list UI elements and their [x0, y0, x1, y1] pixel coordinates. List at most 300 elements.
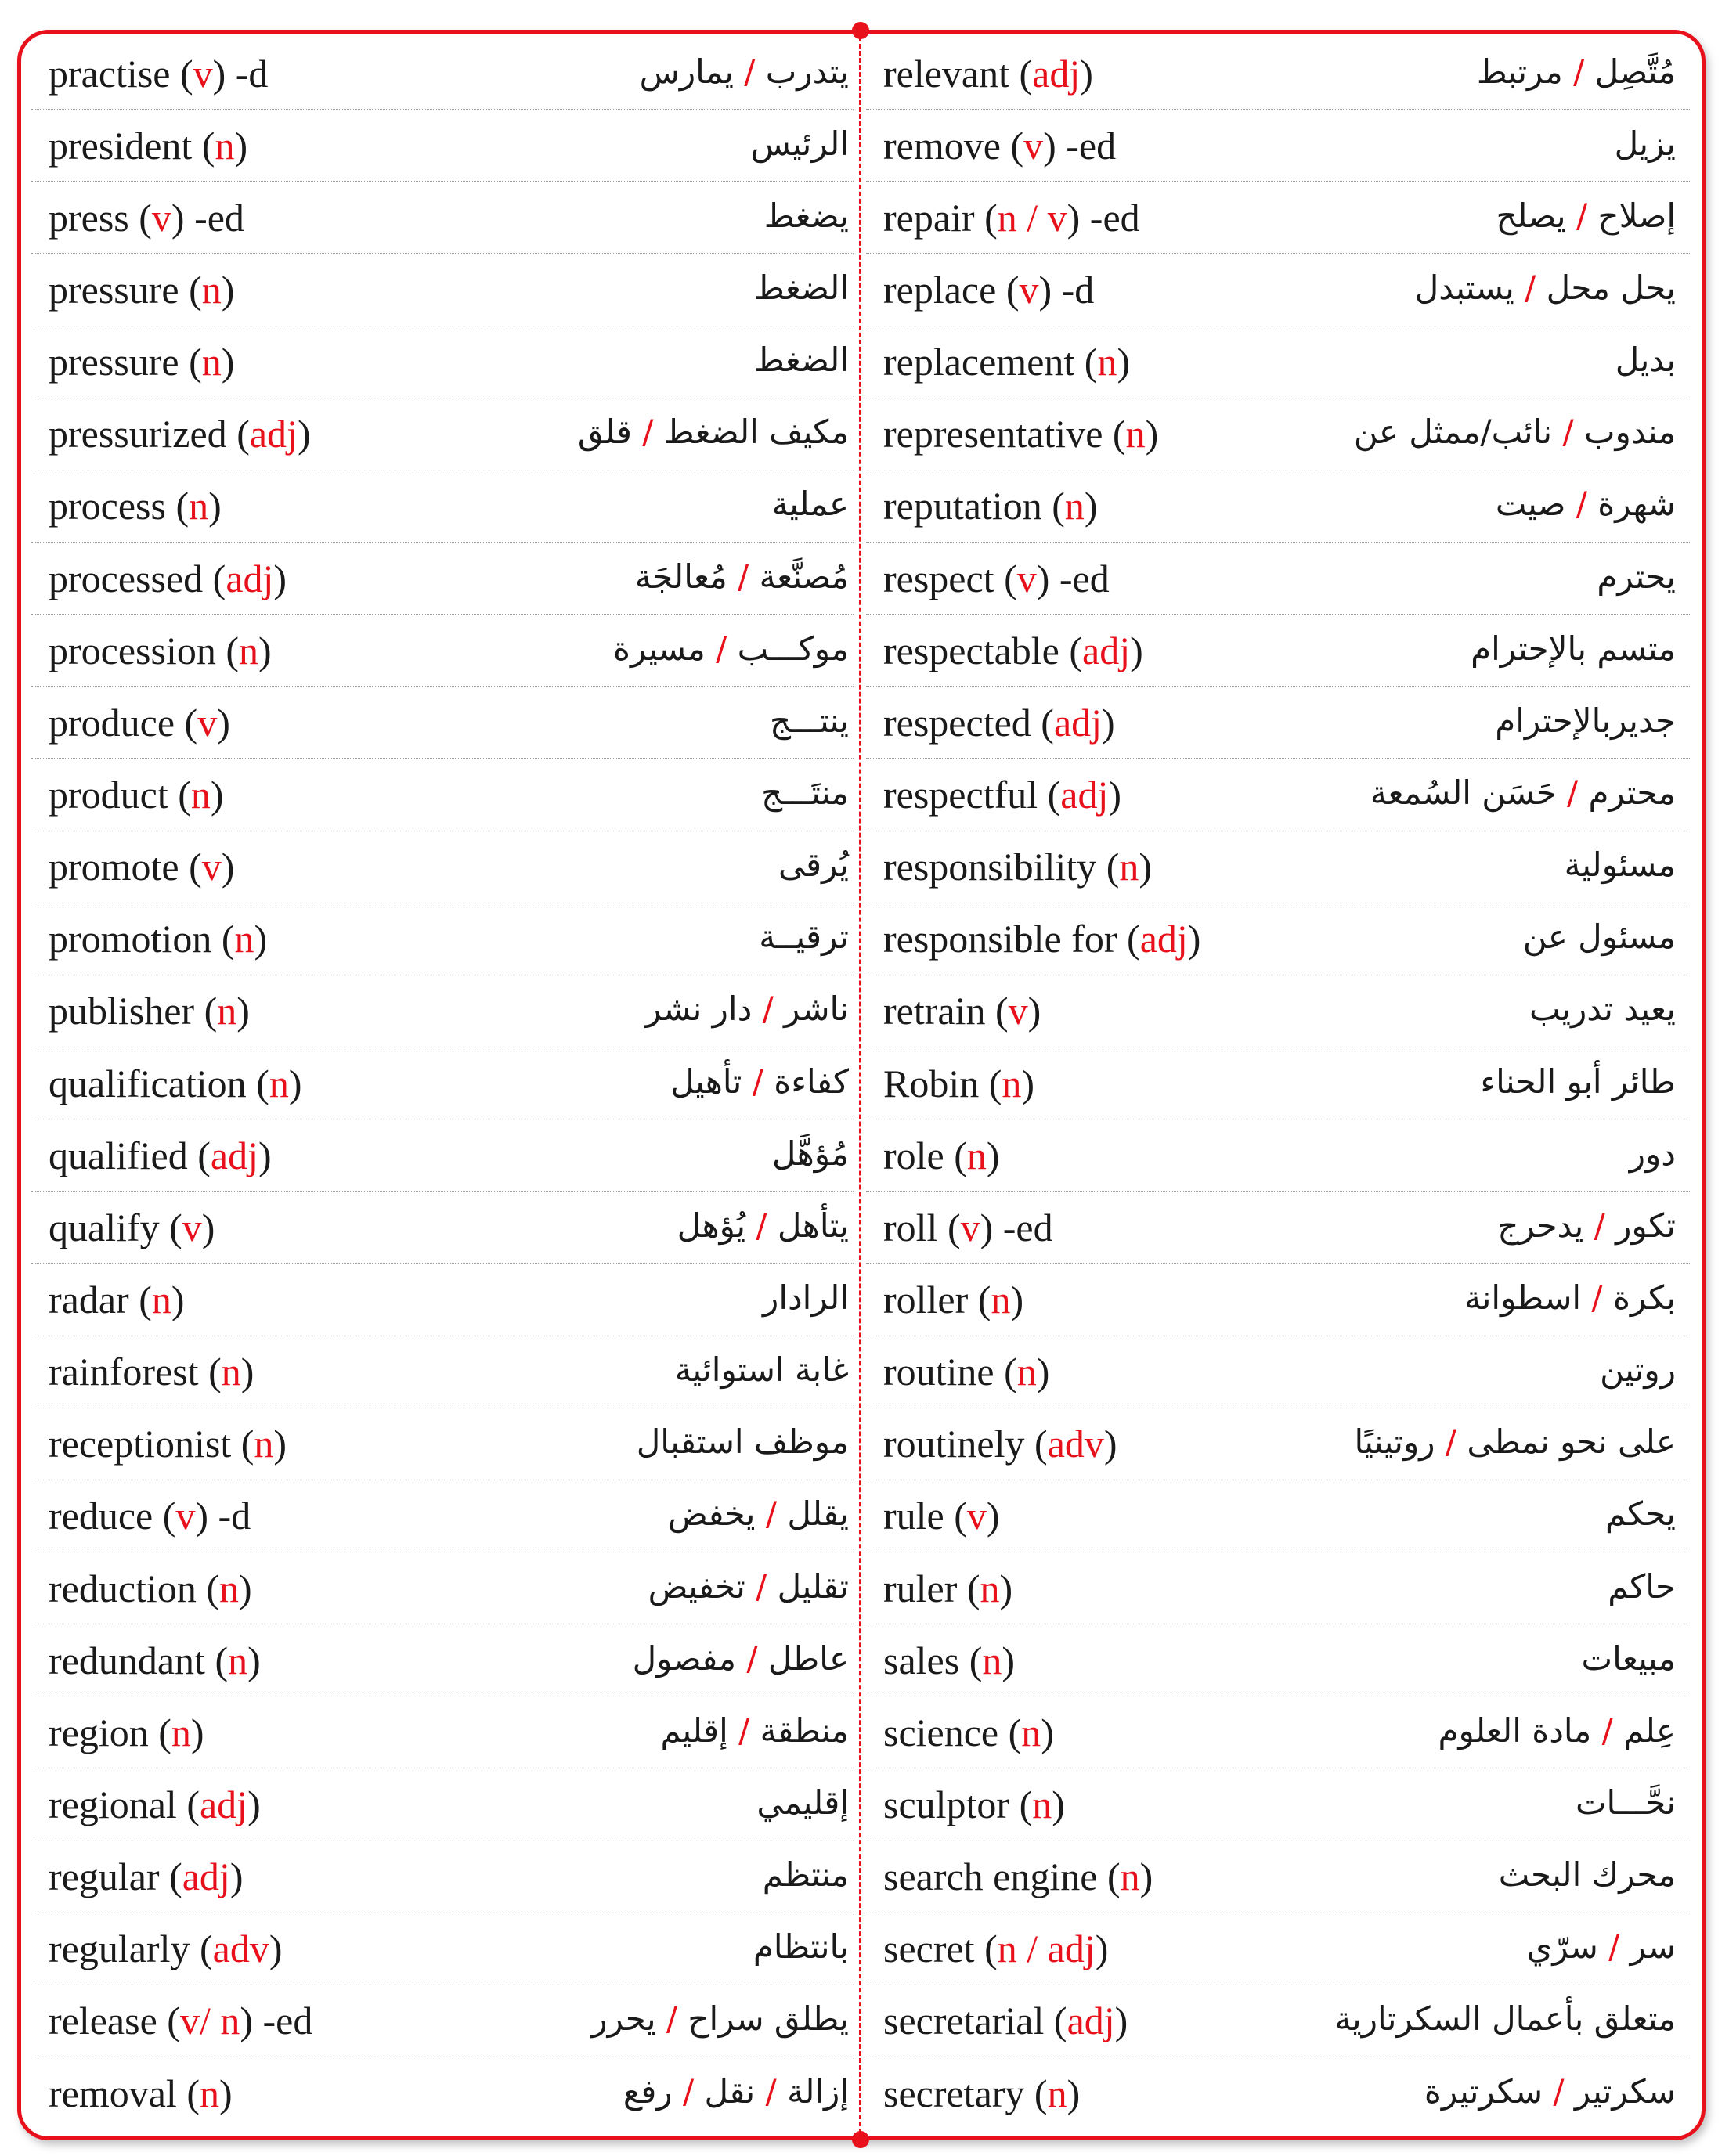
- vocab-row: [31, 1264, 854, 1336]
- arabic-word: إصلاح: [1597, 196, 1676, 235]
- arabic-translation: [1630, 1134, 1676, 1173]
- english-term: promotion (n): [49, 917, 268, 961]
- english-term: remove (v) -ed: [883, 123, 1117, 168]
- english-word: qualification: [49, 1061, 247, 1105]
- english-word: removal: [49, 2071, 177, 2115]
- arabic-word: مُتَّصِل: [1594, 52, 1676, 91]
- vocab-row: [31, 1624, 854, 1696]
- part-of-speech: n: [1064, 484, 1085, 528]
- english-word: pressure: [49, 340, 179, 384]
- arabic-translation: [1477, 52, 1676, 91]
- english-word: secret: [883, 1927, 975, 1971]
- english-term: qualify (v): [49, 1205, 215, 1249]
- arabic-translation: [778, 845, 849, 884]
- arabic-word: على نحو نمطى: [1467, 1422, 1676, 1462]
- part-of-speech: adj: [182, 1855, 230, 1899]
- verb-suffix: -ed: [1066, 123, 1117, 168]
- part-of-speech: adv: [1047, 1422, 1104, 1466]
- english-term: roll (v) -ed: [883, 1205, 1053, 1249]
- arabic-word: نحَّـــات: [1575, 1783, 1676, 1822]
- part-of-speech: n: [218, 1566, 239, 1610]
- vocab-row: [866, 326, 1690, 398]
- part-of-speech: v: [151, 195, 171, 240]
- arabic-translation: [1576, 1783, 1676, 1822]
- arabic-translation: [675, 1350, 849, 1389]
- arabic-translation: [677, 1206, 849, 1245]
- english-term: press (v) -ed: [49, 195, 244, 240]
- arabic-translation: [1499, 1855, 1676, 1894]
- arabic-translation: [1480, 1062, 1676, 1101]
- vocab-row: [866, 1192, 1690, 1264]
- arabic-word: شهرة: [1597, 485, 1676, 524]
- translation-separator: /: [1552, 413, 1584, 452]
- english-word: search engine: [883, 1855, 1098, 1899]
- english-term: ruler (n): [883, 1566, 1013, 1610]
- arabic-word: مرتبط: [1476, 52, 1563, 91]
- english-term: secret (n / adj): [883, 1927, 1109, 1971]
- arabic-translation: [648, 1567, 849, 1606]
- english-term: respected (adj): [883, 700, 1115, 745]
- english-term: qualified (adj): [49, 1133, 272, 1177]
- part-of-speech: v: [1019, 267, 1039, 312]
- part-of-speech: v: [1023, 123, 1044, 168]
- arabic-translation: [770, 701, 849, 740]
- arabic-word: صيت: [1495, 485, 1566, 524]
- english-term: roller (n): [883, 1277, 1024, 1321]
- arabic-translation: [635, 557, 849, 596]
- arabic-translation: [1497, 1206, 1676, 1245]
- english-word: reduction: [49, 1566, 197, 1610]
- english-word: regional: [49, 1782, 177, 1826]
- part-of-speech: v: [960, 1205, 980, 1249]
- vocab-row: [31, 831, 854, 903]
- arabic-word: يزيل: [1614, 124, 1676, 163]
- arabic-translation: [1496, 196, 1676, 235]
- part-of-speech: n: [980, 1566, 1000, 1610]
- english-word: region: [49, 1710, 149, 1754]
- arabic-translation: [1354, 413, 1676, 451]
- english-term: reduce (v) -d: [49, 1494, 251, 1538]
- vocab-row: [31, 326, 854, 398]
- vocab-row: [866, 1480, 1690, 1552]
- part-of-speech: adj: [1139, 917, 1188, 961]
- arabic-word: بديل: [1615, 341, 1676, 380]
- vocab-row: [866, 831, 1690, 903]
- arabic-word: إزالة: [787, 2072, 849, 2111]
- translation-separator: /: [1565, 485, 1598, 524]
- english-term: Robin (n): [883, 1061, 1035, 1105]
- english-word: redundant: [49, 1638, 205, 1682]
- english-word: secretarial: [883, 1999, 1045, 2043]
- arabic-word: يستبدل: [1414, 269, 1514, 308]
- english-word: roll: [883, 1205, 938, 1249]
- vocab-row: [866, 254, 1690, 326]
- english-word: press: [49, 195, 129, 240]
- vocab-row: [31, 1336, 854, 1408]
- translation-separator: /: [745, 1567, 778, 1606]
- arabic-word: يتدرب: [765, 52, 849, 91]
- english-term: processed (adj): [49, 556, 287, 600]
- verb-suffix: -ed: [1059, 556, 1110, 600]
- arabic-translation: [772, 1134, 849, 1173]
- arabic-word: رفع: [623, 2072, 673, 2111]
- english-term: retrain (v): [883, 989, 1041, 1033]
- english-word: repair: [883, 195, 975, 240]
- arabic-translation: [645, 990, 849, 1028]
- translation-separator: /: [742, 1062, 774, 1101]
- part-of-speech: adj: [1082, 628, 1131, 672]
- arabic-word: نائب/ممثل عن: [1353, 413, 1553, 452]
- english-word: qualified: [49, 1133, 188, 1177]
- english-term: role (n): [883, 1133, 1000, 1177]
- translation-separator: /: [727, 557, 760, 596]
- english-word: promotion: [49, 917, 212, 961]
- arabic-translation: [764, 196, 849, 235]
- vocab-row: [31, 182, 854, 254]
- part-of-speech: n: [217, 989, 237, 1033]
- arabic-word: مبيعات: [1581, 1639, 1676, 1678]
- arabic-word: يحرر: [591, 1999, 656, 2039]
- english-word: regular: [49, 1855, 160, 1899]
- vocab-row: [866, 903, 1690, 975]
- english-term: process (n): [49, 484, 222, 528]
- arabic-word: مُؤهَّل: [771, 1134, 849, 1173]
- english-term: procession (n): [49, 628, 272, 672]
- part-of-speech: adj: [1032, 51, 1081, 96]
- arabic-translation: [1415, 269, 1676, 307]
- translation-separator: /: [1597, 1927, 1630, 1967]
- english-term: respect (v) -ed: [883, 556, 1110, 600]
- english-term: representative (n): [883, 412, 1159, 456]
- translation-separator: /: [705, 629, 738, 668]
- arabic-translation: [1597, 557, 1676, 596]
- vocab-row: [866, 1047, 1690, 1119]
- part-of-speech: adj: [210, 1133, 258, 1177]
- arabic-translation: [578, 413, 849, 451]
- vocab-row: [31, 470, 854, 543]
- english-term: pressure (n): [49, 267, 235, 312]
- english-term: sculptor (n): [883, 1782, 1065, 1826]
- part-of-speech: v: [197, 700, 218, 745]
- divider-bottom-dot: [852, 2131, 869, 2148]
- arabic-word: الضغط: [753, 341, 849, 380]
- arabic-word: ناشر: [784, 990, 849, 1029]
- arabic-word: حَسَن السُمعة: [1370, 773, 1557, 813]
- vocab-row: [31, 1985, 854, 2057]
- vocab-row: [866, 470, 1690, 543]
- part-of-speech: n / adj: [997, 1927, 1096, 1971]
- part-of-speech: n: [1120, 1855, 1140, 1899]
- english-term: respectful (adj): [883, 772, 1122, 817]
- translation-separator: /: [755, 2072, 788, 2111]
- english-word: remove: [883, 123, 1001, 168]
- verb-suffix: -d: [1061, 267, 1095, 312]
- vocab-row: [866, 543, 1690, 615]
- arabic-translation: [756, 1783, 849, 1822]
- english-word: respected: [883, 700, 1031, 745]
- arabic-word: تقليل: [777, 1567, 849, 1606]
- arabic-word: يقلل: [787, 1494, 849, 1534]
- column-divider: [859, 30, 861, 2140]
- english-term: repair (n / v) -ed: [883, 195, 1140, 240]
- arabic-word: مسئولية: [1564, 845, 1676, 885]
- arabic-word: مسيرة: [612, 629, 706, 668]
- translation-separator: /: [745, 1206, 778, 1245]
- translation-separator: /: [755, 1494, 788, 1534]
- arabic-word: طائر أبو الحناء: [1480, 1062, 1676, 1101]
- english-word: respectable: [883, 628, 1059, 672]
- vocab-row: [31, 975, 854, 1047]
- arabic-word: غابة استوائية: [674, 1350, 849, 1390]
- arabic-word: روتين: [1600, 1350, 1676, 1390]
- vocab-row: [31, 687, 854, 759]
- english-word: radar: [49, 1277, 129, 1321]
- vocab-row: [866, 1985, 1690, 2057]
- arabic-word: اسطوانة: [1464, 1278, 1582, 1318]
- vocab-row: [866, 1408, 1690, 1480]
- part-of-speech: n: [199, 2071, 219, 2115]
- english-word: relevant: [883, 51, 1010, 96]
- vocab-row: [866, 1768, 1690, 1841]
- vocab-row: [31, 38, 854, 110]
- translation-separator: /: [727, 1711, 760, 1750]
- part-of-speech: v/ n: [179, 1999, 240, 2043]
- vocab-row: [31, 110, 854, 182]
- arabic-word: يحل محل: [1546, 269, 1676, 308]
- english-term: sales (n): [883, 1638, 1016, 1682]
- english-word: ruler: [883, 1566, 958, 1610]
- part-of-speech: v: [175, 1494, 196, 1538]
- part-of-speech: n: [239, 628, 258, 672]
- part-of-speech: n: [1097, 340, 1117, 384]
- arabic-translation: [1471, 629, 1676, 668]
- part-of-speech: v: [201, 845, 222, 889]
- vocab-row: [31, 759, 854, 831]
- arabic-translation: [750, 124, 849, 163]
- arabic-word: مندوب: [1583, 413, 1676, 452]
- translation-separator: /: [1514, 269, 1547, 308]
- english-word: replace: [883, 267, 997, 312]
- translation-separator: /: [752, 990, 785, 1029]
- part-of-speech: v: [193, 51, 213, 96]
- arabic-word: تكور: [1615, 1206, 1676, 1245]
- arabic-word: يصلح: [1496, 196, 1566, 235]
- arabic-translation: [754, 269, 849, 307]
- arabic-translation: [763, 1278, 849, 1317]
- english-word: Robin: [883, 1061, 980, 1105]
- part-of-speech: n: [1125, 412, 1146, 456]
- arabic-word: سر: [1630, 1927, 1676, 1967]
- english-term: rainforest (n): [49, 1350, 254, 1394]
- arabic-translation: [1615, 341, 1676, 379]
- part-of-speech: adj: [249, 412, 298, 456]
- arabic-word: سرّي: [1526, 1927, 1598, 1967]
- arabic-word: محرك البحث: [1498, 1855, 1676, 1895]
- arabic-word: موكـــب: [737, 629, 849, 668]
- english-term: product (n): [49, 772, 224, 817]
- arabic-translation: [1600, 1350, 1676, 1389]
- arabic-translation: [660, 1711, 849, 1750]
- arabic-word: بكرة: [1612, 1278, 1676, 1318]
- english-term: routine (n): [883, 1350, 1050, 1394]
- english-word: routine: [883, 1350, 994, 1394]
- arabic-word: روتينيًا: [1354, 1422, 1435, 1462]
- english-word: sales: [883, 1638, 960, 1682]
- vocab-row: [31, 615, 854, 687]
- part-of-speech: adj: [226, 556, 274, 600]
- verb-suffix: -ed: [262, 1999, 313, 2043]
- english-term: radar (n): [49, 1277, 185, 1321]
- arabic-word: كفاءة: [774, 1062, 849, 1101]
- arabic-translation: [763, 1855, 849, 1894]
- arabic-word: إقليمي: [756, 1783, 849, 1822]
- vocab-row: [866, 2057, 1690, 2129]
- english-term: search engine (n): [883, 1855, 1153, 1899]
- vocab-row: [866, 975, 1690, 1047]
- part-of-speech: n: [269, 1061, 289, 1105]
- arabic-word: دور: [1629, 1134, 1676, 1173]
- arabic-word: متعلق بأعمال السكرتارية: [1334, 1999, 1676, 2039]
- arabic-translation: [1615, 124, 1676, 163]
- english-term: regularly (adv): [49, 1927, 283, 1971]
- english-term: president (n): [49, 123, 248, 168]
- english-word: process: [49, 484, 166, 528]
- part-of-speech: n: [1119, 845, 1139, 889]
- arabic-word: عِلم: [1623, 1711, 1676, 1750]
- arabic-translation: [1424, 2072, 1676, 2111]
- english-word: retrain: [883, 989, 986, 1033]
- arabic-translation: [1335, 1999, 1676, 2038]
- vocab-row: [31, 1913, 854, 1985]
- part-of-speech: n: [171, 1710, 191, 1754]
- arabic-translation: [753, 1927, 849, 1966]
- english-term: release (v/ n) -ed: [49, 1999, 313, 2043]
- arabic-word: يحكم: [1605, 1494, 1676, 1534]
- part-of-speech: n: [228, 1638, 248, 1682]
- part-of-speech: n / v: [997, 195, 1067, 240]
- english-term: reduction (n): [49, 1566, 252, 1610]
- vocab-row: [866, 687, 1690, 759]
- english-term: responsibility (n): [883, 845, 1153, 889]
- english-term: pressure (n): [49, 340, 235, 384]
- arabic-word: منطقة: [760, 1711, 849, 1750]
- arabic-word: تأهيل: [670, 1062, 742, 1101]
- english-word: practise: [49, 51, 171, 96]
- english-word: science: [883, 1710, 999, 1754]
- arabic-translation: [633, 1639, 849, 1678]
- english-term: secretary (n): [883, 2071, 1081, 2115]
- english-word: reputation: [883, 484, 1042, 528]
- translation-separator: /: [736, 1639, 768, 1678]
- part-of-speech: n: [1016, 1350, 1037, 1394]
- part-of-speech: n: [254, 1422, 274, 1466]
- arabic-word: يتأهل: [777, 1206, 849, 1245]
- english-word: sculptor: [883, 1782, 1010, 1826]
- part-of-speech: adj: [199, 1782, 248, 1826]
- vocab-row: [866, 615, 1690, 687]
- english-word: respect: [883, 556, 994, 600]
- arabic-translation: [623, 2072, 849, 2111]
- translation-separator: /: [1581, 1278, 1613, 1318]
- vocab-row: [866, 398, 1690, 470]
- arabic-word: ترقيــة: [759, 918, 849, 957]
- arabic-word: نقل: [704, 2072, 756, 2111]
- vocab-row: [31, 1480, 854, 1552]
- part-of-speech: v: [966, 1494, 987, 1538]
- english-word: roller: [883, 1277, 969, 1321]
- english-word: routinely: [883, 1422, 1025, 1466]
- english-word: receptionist: [49, 1422, 232, 1466]
- arabic-word: متسم بالإحترام: [1471, 629, 1676, 668]
- part-of-speech: n: [982, 1638, 1002, 1682]
- arabic-word: عملية: [771, 485, 849, 524]
- translation-separator: /: [1543, 2072, 1575, 2111]
- part-of-speech: adj: [1053, 700, 1103, 745]
- part-of-speech: n: [189, 484, 209, 528]
- english-word: produce: [49, 700, 175, 745]
- vocab-row: [31, 1768, 854, 1841]
- english-word: regularly: [49, 1927, 190, 1971]
- arabic-translation: [759, 918, 849, 956]
- arabic-translation: [1438, 1711, 1676, 1750]
- verb-suffix: -ed: [1089, 195, 1140, 240]
- part-of-speech: n: [1002, 1061, 1022, 1105]
- arabic-word: سكرتير: [1574, 2072, 1676, 2111]
- part-of-speech: v: [182, 1205, 202, 1249]
- arabic-translation: [640, 52, 849, 91]
- arabic-word: ينتـــج: [769, 701, 849, 740]
- vocab-row: [31, 1408, 854, 1480]
- english-term: region (n): [49, 1710, 204, 1754]
- vocab-row: [866, 1696, 1690, 1768]
- vocab-row: [866, 1552, 1690, 1624]
- arabic-word: يُؤهل: [677, 1206, 746, 1245]
- arabic-word: يدحرج: [1497, 1206, 1584, 1245]
- vocab-row: [866, 110, 1690, 182]
- arabic-word: عاطل: [767, 1639, 849, 1678]
- english-term: regular (adj): [49, 1855, 244, 1899]
- arabic-word: جديربالإحترام: [1495, 701, 1676, 740]
- english-term: pressurized (adj): [49, 412, 311, 456]
- translation-separator: /: [733, 52, 766, 91]
- vocab-row: [31, 903, 854, 975]
- vocab-row: [866, 1624, 1690, 1696]
- english-term: rule (v): [883, 1494, 1000, 1538]
- english-word: rule: [883, 1494, 944, 1538]
- english-term: responsible for (adj): [883, 917, 1201, 961]
- vocab-row: [866, 1119, 1690, 1192]
- vocab-row: [866, 1264, 1690, 1336]
- arabic-word: يخفض: [667, 1494, 756, 1534]
- english-term: qualification (n): [49, 1061, 302, 1105]
- vocab-row: [866, 759, 1690, 831]
- vocab-row: [31, 1192, 854, 1264]
- arabic-word: يطلق سراح: [688, 1999, 849, 2039]
- arabic-word: يضغط: [763, 196, 849, 235]
- english-term: redundant (n): [49, 1638, 261, 1682]
- part-of-speech: n: [1021, 1710, 1041, 1754]
- part-of-speech: adv: [212, 1927, 269, 1971]
- vocab-row: [31, 254, 854, 326]
- english-word: qualify: [49, 1205, 160, 1249]
- translation-separator: /: [1591, 1711, 1624, 1750]
- part-of-speech: n: [201, 340, 222, 384]
- arabic-translation: [1605, 1494, 1676, 1533]
- part-of-speech: n: [1032, 1782, 1052, 1826]
- english-term: removal (n): [49, 2071, 233, 2115]
- left-vocabulary-column: [31, 38, 854, 2129]
- english-word: release: [49, 1999, 157, 2043]
